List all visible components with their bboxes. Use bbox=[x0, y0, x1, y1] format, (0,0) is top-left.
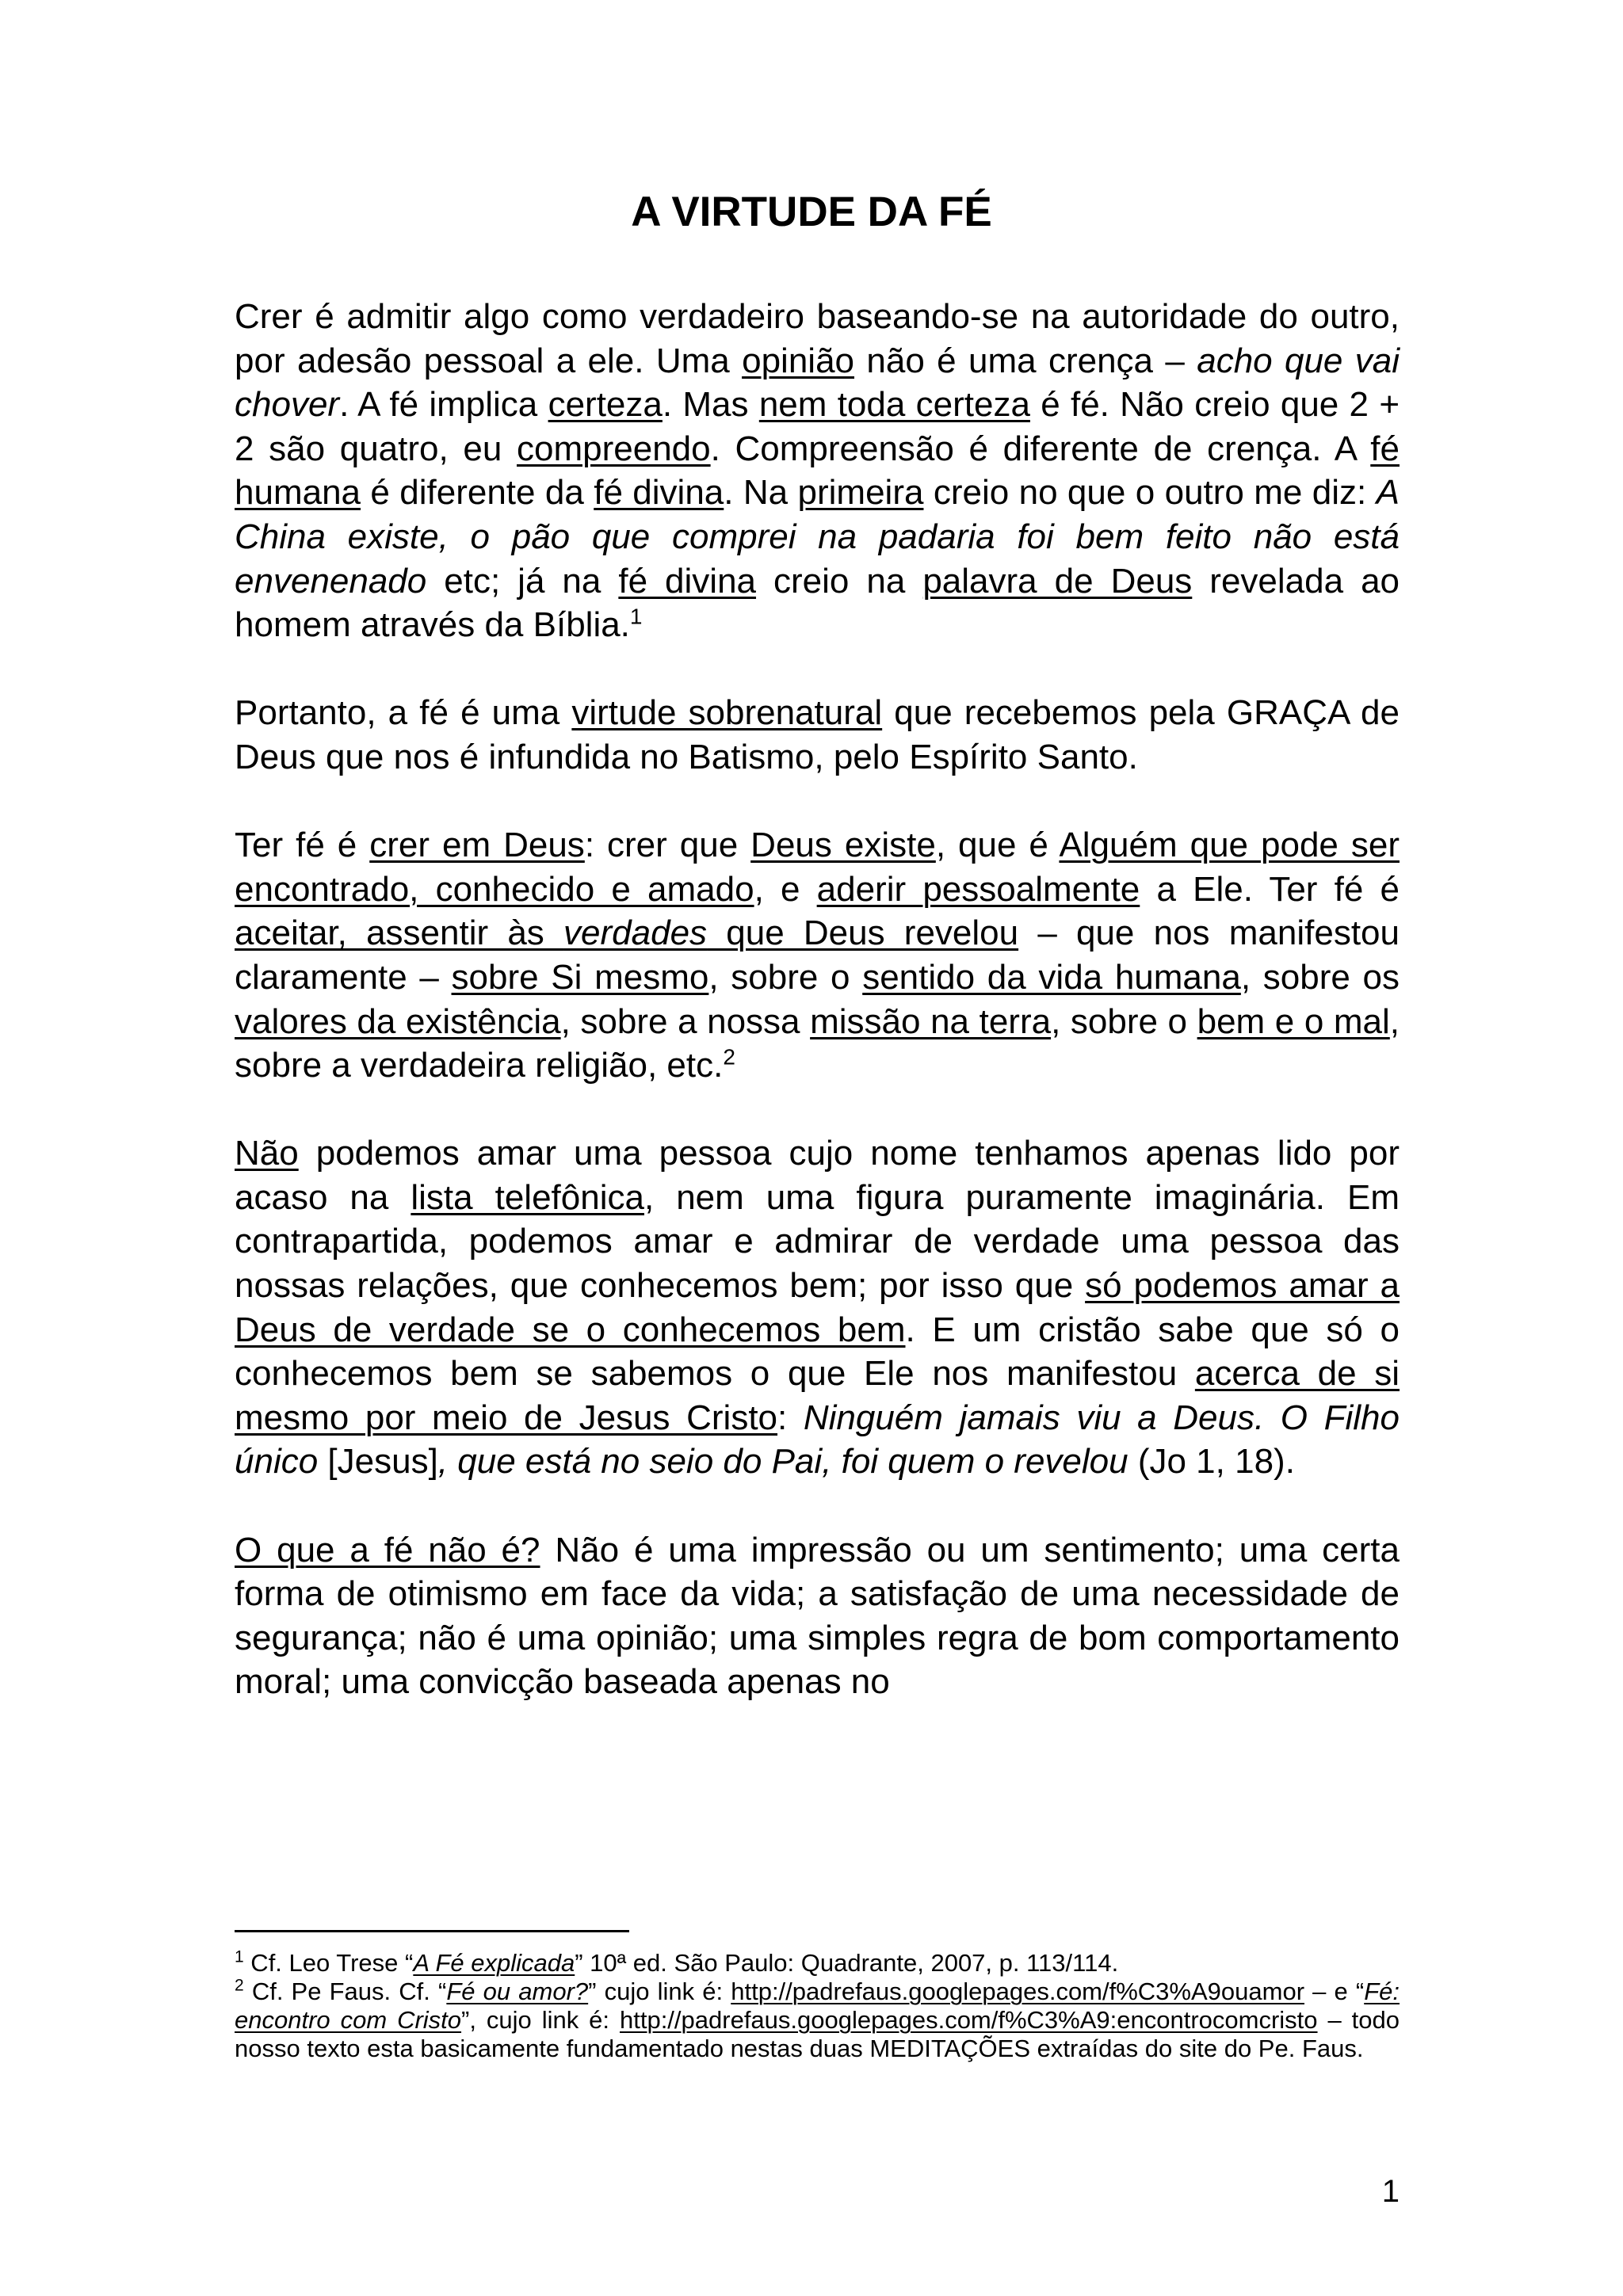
text-run: Cf. Pe Faus. Cf. “ bbox=[243, 1978, 447, 2005]
text-run: . A fé implica bbox=[339, 385, 548, 425]
text-run: Crer é admitir algo como verdadeiro baseando-se na autoridade do outro, por adesão pessoal a ele. Uma bbox=[235, 297, 1400, 380]
underlined-text: certeza bbox=[548, 385, 663, 425]
text-run: Não é uma impressão ou um sentimento; uma certa forma de otimismo em face da vida; a satisfação de uma necessidade de segurança; não é uma opinião; uma simples regra de bom comportamento moral; uma convicção baseada apenas no bbox=[235, 1530, 1400, 1702]
text-run: . Compreensão é diferente de crença. A bbox=[710, 429, 1371, 468]
text-run: – e “ bbox=[1304, 1978, 1365, 2005]
paragraph-5 bbox=[235, 1528, 1400, 1704]
text-run: . E um cristão sabe que só o conhecemos bem se sabemos o que Ele nos manifestou bbox=[235, 1310, 1400, 1394]
page-title: A VIRTUDE DA FÉ bbox=[631, 189, 992, 235]
text-run: é diferente da bbox=[361, 473, 594, 513]
text-run: , e bbox=[754, 869, 817, 909]
text-run: (Jo 1, 18). bbox=[1128, 1442, 1295, 1482]
underlined-text: primeira bbox=[797, 473, 924, 513]
paragraph-2 bbox=[235, 691, 1400, 779]
paragraph-4 bbox=[235, 1131, 1400, 1484]
text-run: revelada ao homem através da Bíblia. bbox=[235, 561, 1400, 645]
underlined-text: palavra de Deus bbox=[922, 561, 1193, 601]
footnote-marker: 1 bbox=[235, 1947, 244, 1966]
text-run: : bbox=[777, 1398, 804, 1437]
meditation-title-link[interactable]: Fé ou amor? bbox=[446, 1978, 589, 2005]
italic-text: acho que vai chover bbox=[235, 341, 1400, 425]
text-run: , sobre o bbox=[708, 957, 863, 997]
footnote-marker: 2 bbox=[235, 1976, 244, 1995]
footnote-ref-2[interactable]: 2 bbox=[723, 1044, 735, 1070]
italic-text: , que está no seio do Pai, foi quem o revelou bbox=[437, 1442, 1128, 1482]
underlined-text: Não bbox=[235, 1134, 299, 1173]
text-run: que recebemos pela GRAÇA de Deus que nos é infundida no Batismo, pelo Espírito Santo. bbox=[235, 693, 1400, 776]
text-run: ” 10ª ed. São Paulo: Quadrante, 2007, p. 113/114. bbox=[575, 1949, 1119, 1977]
book-title: A Fé explicada bbox=[413, 1949, 575, 1977]
underlined-italic-text bbox=[563, 913, 707, 952]
text-run: a Ele. Ter fé é bbox=[1140, 869, 1400, 909]
underlined-text: fé divina bbox=[594, 473, 724, 513]
underlined-text: O que a fé não é? bbox=[235, 1530, 540, 1569]
page-number: 1 bbox=[1381, 2174, 1400, 2209]
text-run: : crer que bbox=[584, 826, 751, 865]
footnote-2 bbox=[235, 1978, 1400, 2063]
text-run: – todo nosso texto esta basicamente fundamentado nestas duas MEDITAÇÕES extraídas do site do Pe. Faus. bbox=[235, 2006, 1400, 2062]
underlined-text: virtude sobrenatural bbox=[571, 693, 883, 733]
underlined-text: acerca de si mesmo por meio de Jesus Cristo bbox=[235, 1354, 1400, 1437]
underlined-text: fé divina bbox=[618, 561, 757, 601]
text-run: , que é bbox=[935, 826, 1060, 865]
text-run: , sobre a verdadeira religião, etc. bbox=[235, 1001, 1400, 1085]
underlined-italic-text[interactable] bbox=[446, 1978, 588, 2005]
underlined-italic-text bbox=[413, 1949, 575, 1977]
text-run: . Mas bbox=[662, 385, 759, 425]
text-run: , sobre a nossa bbox=[560, 1001, 811, 1041]
text-run: . Na bbox=[724, 473, 798, 513]
underlined-text: valores da existência bbox=[235, 1001, 561, 1041]
text-run: , nem uma figura puramente imaginária. Em contrapartida, podemos amar e admirar de verdade uma pessoa das nossas relações, que conhecemos bem; por isso que bbox=[235, 1177, 1400, 1306]
underlined-text: lista telefônica bbox=[411, 1177, 644, 1217]
text-run: , sobre o bbox=[1051, 1001, 1197, 1041]
underlined-text: Alguém que pode ser encontrado, conhecido e amado bbox=[235, 826, 1400, 909]
text-run: – que nos manifestou claramente – bbox=[235, 913, 1400, 997]
document-body bbox=[235, 295, 1400, 1704]
underlined-text: compreendo bbox=[517, 429, 711, 468]
text-run: é fé. Não creio que 2 + 2 são quatro, eu bbox=[235, 385, 1400, 468]
footnote-separator bbox=[235, 1930, 629, 1932]
italic-text: A China existe, o pão que comprei na padaria foi bem feito não está envenenado bbox=[235, 473, 1400, 601]
underlined-text: crer em Deus bbox=[369, 826, 585, 865]
text-run: etc; já na bbox=[426, 561, 619, 601]
text-run: podemos amar uma pessoa cujo nome tenhamos apenas lido por acaso na bbox=[235, 1134, 1400, 1217]
underlined-text: bem e o mal bbox=[1197, 1001, 1390, 1041]
underlined-text: sobre Si mesmo bbox=[451, 957, 709, 997]
footnote-1 bbox=[235, 1949, 1400, 1978]
meditation-title-link[interactable]: Fé: encontro com Cristo bbox=[235, 1978, 1400, 2034]
underlined-text: nem toda certeza bbox=[758, 385, 1030, 425]
underlined-text: fé humana bbox=[235, 429, 1400, 513]
italic-text: verdades bbox=[563, 913, 708, 953]
text-run: creio na bbox=[756, 561, 923, 601]
underlined-text: opinião bbox=[742, 341, 855, 380]
underlined-text: só podemos amar a Deus de verdade se o conhecemos bem bbox=[235, 1266, 1400, 1349]
text-run: creio no que o outro me diz: bbox=[923, 473, 1377, 513]
underlined-text: que Deus revelou bbox=[707, 913, 1019, 953]
underlined-text: aderir pessoalmente bbox=[816, 869, 1140, 909]
text-run: ”, cujo link é: bbox=[461, 2006, 620, 2034]
text-run: , sobre os bbox=[1240, 957, 1400, 997]
paragraph-3 bbox=[235, 823, 1400, 1088]
text-run: não é uma crença – bbox=[854, 341, 1197, 380]
text-run: Portanto, a fé é uma bbox=[235, 693, 572, 733]
italic-text: Ninguém jamais viu a Deus. O Filho único bbox=[235, 1398, 1400, 1482]
underlined-text: sentido da vida humana bbox=[862, 957, 1241, 997]
url-link[interactable]: http://padrefaus.googlepages.com/f%C3%A9:encontrocomcristo bbox=[619, 2006, 1318, 2034]
underlined-text: aceitar, assentir às bbox=[235, 913, 564, 953]
text-run: [Jesus] bbox=[318, 1442, 438, 1482]
paragraph-1 bbox=[235, 295, 1400, 647]
underlined-text: Deus existe bbox=[750, 826, 936, 865]
url-link[interactable]: http://padrefaus.googlepages.com/f%C3%A9ouamor bbox=[731, 1978, 1305, 2005]
text-run: Ter fé é bbox=[235, 826, 370, 865]
underlined-text: missão na terra bbox=[810, 1001, 1052, 1041]
footnotes bbox=[235, 1949, 1400, 2063]
footnote-ref-1[interactable]: 1 bbox=[629, 604, 643, 629]
text-run: Cf. Leo Trese “ bbox=[243, 1949, 414, 1977]
text-run: ” cujo link é: bbox=[588, 1978, 731, 2005]
